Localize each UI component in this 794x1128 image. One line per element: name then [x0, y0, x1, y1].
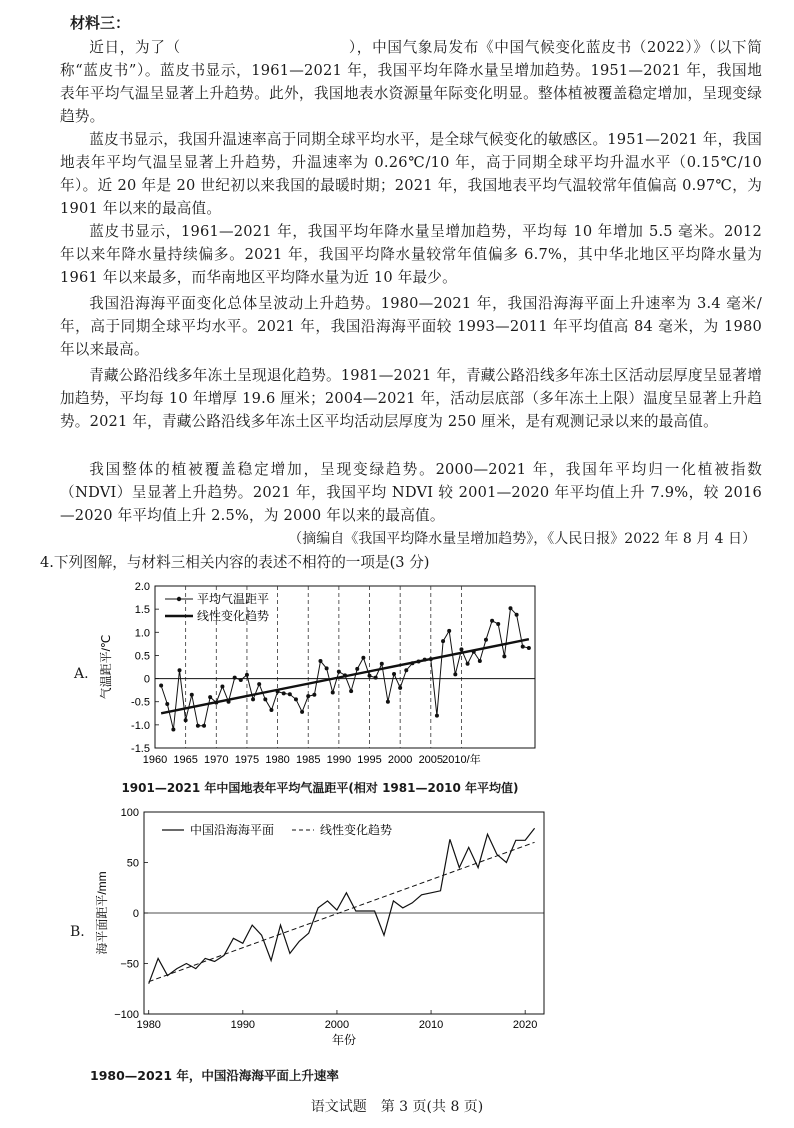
- temperature-data-point: [196, 724, 200, 728]
- temperature-data-point: [190, 693, 194, 697]
- paragraph-3: 蓝皮书显示，1961—2021 年，我国平均年降水量呈增加趋势，平均每 10 年增加 5.5 毫米。2012 年以来年降水量持续偏多。2021 年，我国平均降水量较常年值偏多 6.7%，其中华北地区平均降水量为 1961 年以来最多，而华南地区平均降水量为近 10 年最少。: [60, 223, 762, 286]
- x-tick-label: 1975: [234, 754, 260, 766]
- legend-label-series: 中国沿海海平面: [190, 823, 275, 837]
- x-tick-label: 2010: [418, 1019, 444, 1031]
- y-tick-label: 100: [120, 807, 139, 819]
- paragraph-4: 我国沿海海平面变化总体呈波动上升趋势。1980—2021 年，我国沿海海平面上升速率为 3.4 毫米/年，高于同期全球平均水平。2021 年，我国沿海海平面较 1993—2011 年平均值高 84 毫米，为 1980 年以来最高。: [60, 295, 762, 358]
- temperature-data-point: [325, 666, 329, 670]
- temperature-data-point: [508, 606, 512, 610]
- temperature-data-point: [368, 674, 372, 678]
- temperature-data-point: [453, 672, 457, 676]
- page-footer: 语文试题 第 3 页(共 8 页): [310, 1099, 484, 1115]
- temperature-data-point: [208, 695, 212, 699]
- temperature-data-point: [251, 697, 255, 701]
- temperature-data-point: [337, 670, 341, 674]
- temperature-data-point: [184, 718, 188, 722]
- sea-level-series-line: [149, 828, 535, 984]
- y-tick-label: 2.0: [134, 581, 150, 593]
- source-citation: （摘编自《我国平均降水量呈增加趋势》，《人民日报》2022 年 8 月 4 日）: [288, 531, 756, 547]
- temperature-data-point: [306, 694, 310, 698]
- temperature-data-point: [288, 692, 292, 696]
- paragraph-6: 我国整体的植被覆盖稳定增加，呈现变绿趋势。2000—2021 年，我国年平均归一化植被指数（NDVI）呈显著上升趋势。2021 年，我国平均 NDVI 较 2001—2020 年平均值上升 7.9%，较 2016—2020 年平均值上升 2.5%，为 2000 年以来的最高值。: [60, 461, 762, 524]
- y-tick-label: 50: [126, 857, 139, 870]
- temperature-data-point: [374, 676, 378, 680]
- paragraph-2: 蓝皮书显示，我国升温速率高于同期全球平均水平，是全球气候变化的敏感区。1951—2021 年，我国地表年平均气温呈显著上升趋势，升温速率为 0.26℃/10 年，高于同期全球平均升温水平（0.15℃/10 年）。近 20 年是 20 世纪初以来我国的最暖时期；2021 年，我国地表平均气温较常年值偏高 0.97℃，为 1901 年以来的最高值。: [60, 131, 762, 217]
- temperature-data-point: [466, 662, 470, 666]
- legend-label-series: 平均气温距平: [197, 592, 270, 606]
- temperature-data-point: [312, 693, 316, 697]
- temperature-data-point: [496, 622, 500, 626]
- temperature-data-point: [361, 656, 365, 660]
- temperature-data-point: [490, 619, 494, 623]
- temperature-data-point: [233, 676, 237, 680]
- temperature-series-line: [161, 608, 529, 729]
- temperature-data-point: [478, 659, 482, 663]
- temperature-data-point: [502, 654, 506, 658]
- x-tick-label: 1980: [136, 1019, 161, 1031]
- x-tick-label: 1995: [357, 754, 382, 766]
- x-tick-label: 2005: [418, 754, 444, 766]
- trend-line: [149, 842, 535, 981]
- temperature-data-point: [349, 689, 353, 693]
- chart-b-caption: 1980—2021 年，中国沿海海平面上升速率: [90, 1068, 339, 1083]
- temperature-data-point: [435, 714, 439, 718]
- legend-marker-dot: [177, 597, 181, 601]
- y-tick-label: -1.5: [131, 743, 150, 755]
- x-tick-label: 1990: [326, 754, 352, 766]
- temperature-data-point: [398, 686, 402, 690]
- y-axis-label: 气温距平/℃: [99, 634, 113, 700]
- temperature-data-point: [392, 672, 396, 676]
- temperature-data-point: [515, 613, 519, 617]
- temperature-data-point: [282, 691, 286, 695]
- temperature-data-point: [447, 629, 451, 633]
- y-tick-label: -1.0: [131, 719, 150, 732]
- y-tick-label: 0: [143, 673, 150, 686]
- x-tick-label: 2020: [512, 1019, 538, 1031]
- y-tick-label: 1.0: [134, 627, 150, 640]
- x-tick-label: 1965: [173, 754, 198, 766]
- temperature-anomaly-chart: [95, 580, 555, 776]
- legend-label-trend: 线性变化趋势: [320, 823, 393, 837]
- temperature-data-point: [257, 682, 261, 686]
- paragraph-1: 近日，为了（ ），中国气象局发布《中国气候变化蓝皮书（2022）》（以下简称“蓝皮书”）。蓝皮书显示，1961—2021 年，我国平均年降水量呈增加趋势。1951—2021 年，我国地表年平均气温呈显著上升趋势。此外，我国地表水资源量年际变化明显。整体植被覆盖稳定增加，呈现变绿趋势。: [60, 39, 762, 125]
- chart-a-caption: 1901—2021 年中国地表年平均气温距平(相对 1981—2010 年平均值): [121, 781, 519, 795]
- y-tick-label: -0.5: [131, 696, 150, 709]
- temperature-data-point: [441, 639, 445, 643]
- sea-level-chart: [92, 800, 562, 1062]
- x-axis-label: 年份: [331, 1033, 357, 1047]
- temperature-data-point: [202, 724, 206, 728]
- temperature-data-point: [355, 667, 359, 671]
- temperature-data-point: [245, 673, 249, 677]
- temperature-data-point: [220, 684, 224, 688]
- temperature-data-point: [521, 645, 525, 649]
- x-tick-label: 1985: [295, 754, 321, 766]
- temperature-data-point: [171, 727, 175, 731]
- x-tick-label: 1980: [265, 754, 290, 766]
- temperature-data-point: [165, 702, 169, 706]
- temperature-data-point: [331, 690, 335, 694]
- x-tick-label: 1970: [204, 754, 229, 766]
- question-4-text: 4.下列图解，与材料三相关内容的表述不相符的一项是(3 分): [40, 554, 430, 571]
- y-axis-label: 海平面距平/mm: [95, 871, 109, 955]
- x-tick-label: 1990: [230, 1019, 256, 1031]
- temperature-data-point: [318, 659, 322, 663]
- temperature-data-point: [239, 678, 243, 682]
- x-tick-label: 2000: [324, 1019, 350, 1031]
- temperature-data-point: [484, 638, 488, 642]
- temperature-data-point: [380, 662, 384, 666]
- material-title: 材料三：: [70, 14, 131, 32]
- y-tick-label: 0.5: [134, 650, 150, 663]
- option-b-label: B.: [70, 924, 85, 940]
- temperature-data-point: [300, 710, 304, 714]
- temperature-data-point: [459, 647, 463, 651]
- x-tick-label: 1960: [142, 754, 168, 766]
- temperature-data-point: [263, 697, 267, 701]
- paragraph-5: 青藏公路沿线多年冻土呈现退化趋势。1981—2021 年，青藏公路沿线多年冻土区活动层厚度呈显著增加趋势，平均每 10 年增厚 19.6 厘米；2004—2021 年，活动层底部（多年冻土上限）温度呈显著上升趋势。2021 年，青藏公路沿线多年冻土区平均活动层厚度为 250 厘米，是有观测记录以来的最高值。: [60, 367, 762, 430]
- option-a-label: A.: [74, 666, 89, 682]
- temperature-data-point: [178, 668, 182, 672]
- y-tick-label: 1.5: [134, 604, 150, 617]
- temperature-data-point: [159, 684, 163, 688]
- x-tick-label: 2010/年: [442, 754, 481, 766]
- y-tick-label: −100: [114, 1009, 139, 1021]
- temperature-data-point: [404, 668, 408, 672]
- y-tick-label: 0: [132, 908, 139, 920]
- x-tick-label: 2000: [387, 754, 413, 766]
- y-tick-label: −50: [120, 958, 139, 971]
- temperature-data-point: [269, 708, 273, 712]
- legend-label-trend: 线性变化趋势: [197, 609, 270, 623]
- temperature-data-point: [386, 700, 390, 704]
- temperature-data-point: [527, 646, 531, 650]
- temperature-data-point: [294, 697, 298, 701]
